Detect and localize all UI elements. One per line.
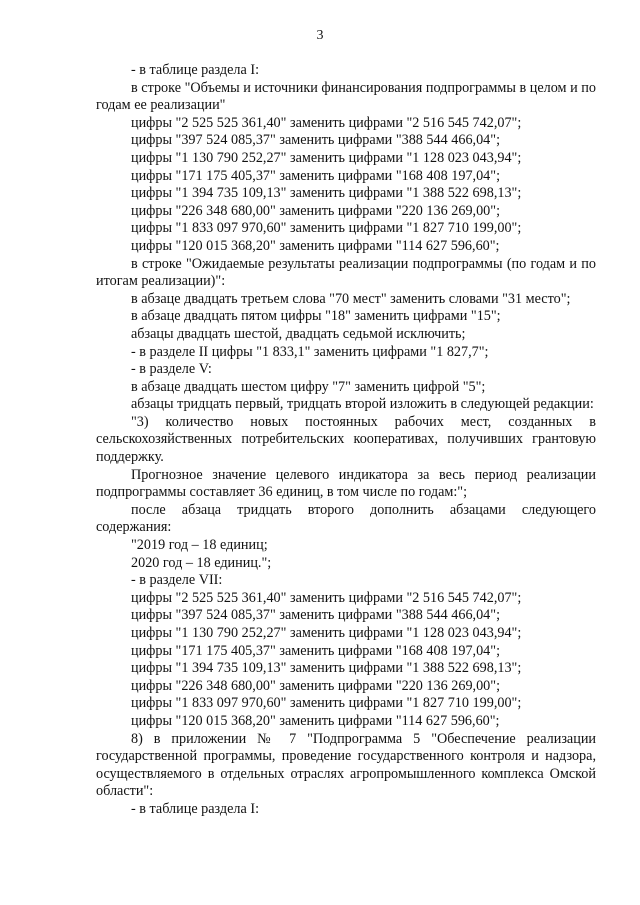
paragraph: цифры "120 015 368,20" заменить цифрами "114 627 596,60"; (131, 237, 500, 254)
paragraph: цифры "171 175 405,37" заменить цифрами "168 408 197,04"; (131, 642, 501, 659)
paragraph: абзацы двадцать шестой, двадцать седьмой исключить; (131, 325, 466, 342)
paragraph: цифры "1 394 735 109,13" заменить цифрами "1 388 522 698,13"; (131, 185, 522, 202)
paragraph: цифры "171 175 405,37" заменить цифрами "168 408 197,04"; (131, 167, 501, 184)
paragraph: цифры "1 833 097 970,60" заменить цифрами "1 827 710 199,00"; (131, 220, 522, 237)
paragraph: цифры "226 348 680,00" заменить цифрами "220 136 269,00"; (131, 202, 501, 219)
paragraph: - в разделе II цифры "1 833,1" заменить цифрами "1 827,7"; (131, 343, 489, 360)
paragraph: цифры "1 130 790 252,27" заменить цифрами "1 128 023 043,94"; (131, 625, 522, 641)
paragraph: 8) в приложении № 7 "Подпрограмма 5 "Обеспечение реализации государственной программы, проведение государственного контроля и надзора, осуществляемого в отдельных отраслях агропромышленного комплекса Омской области": (96, 730, 596, 800)
document-body (96, 62, 596, 819)
paragraph: абзацы тридцать первый, тридцать второй изложить в следующей редакции: (131, 396, 594, 413)
paragraph: после абзаца тридцать второго дополнить абзацами следующего содержания: (96, 501, 596, 536)
paragraph: 2020 год – 18 единиц."; (131, 554, 272, 571)
paragraph: - в разделе V: (131, 361, 212, 378)
paragraph: в строке "Объемы и источники финансирования подпрограммы в целом и по годам ее реализации" (96, 79, 596, 114)
paragraph: Прогнозное значение целевого индикатора за весь период реализации подпрограммы составляет 36 единиц, в том числе по годам:"; (96, 466, 596, 501)
paragraph: цифры "397 524 085,37" заменить цифрами "388 544 466,04"; (131, 132, 501, 149)
paragraph: "2019 год – 18 единиц; (131, 537, 268, 554)
paragraph: цифры "397 524 085,37" заменить цифрами "388 544 466,04"; (131, 607, 501, 624)
paragraph: цифры "1 130 790 252,27" заменить цифрами "1 128 023 043,94"; (131, 149, 522, 166)
paragraph: цифры "2 525 525 361,40" заменить цифрами "2 516 545 742,07"; (131, 589, 522, 606)
paragraph: цифры "2 525 525 361,40" заменить цифрами "2 516 545 742,07"; (131, 114, 522, 131)
paragraph: - в таблице раздела I: (131, 800, 260, 817)
paragraph: в абзаце двадцать третьем слова "70 мест" заменить словами "31 место"; (131, 290, 571, 307)
paragraph: цифры "1 833 097 970,60" заменить цифрами "1 827 710 199,00"; (131, 695, 522, 712)
paragraph: в строке "Ожидаемые результаты реализации подпрограммы (по годам и по итогам реализации)": (96, 255, 596, 290)
page-number: 3 (316, 28, 324, 43)
paragraph: цифры "226 348 680,00" заменить цифрами "220 136 269,00"; (131, 677, 501, 694)
paragraph: - в разделе VII: (131, 572, 223, 589)
paragraph: - в таблице раздела I: (131, 62, 260, 78)
paragraph: в абзаце двадцать пятом цифры "18" заменить цифрами "15"; (131, 308, 501, 325)
paragraph: "3) количество новых постоянных рабочих мест, созданных в сельскохозяйственных потребительских кооперативах, получивших грантовую поддержку. (96, 413, 596, 466)
paragraph: цифры "120 015 368,20" заменить цифрами "114 627 596,60"; (131, 712, 500, 729)
paragraph: в абзаце двадцать шестом цифру "7" заменить цифрой "5"; (131, 378, 486, 395)
paragraph: цифры "1 394 735 109,13" заменить цифрами "1 388 522 698,13"; (131, 660, 522, 677)
